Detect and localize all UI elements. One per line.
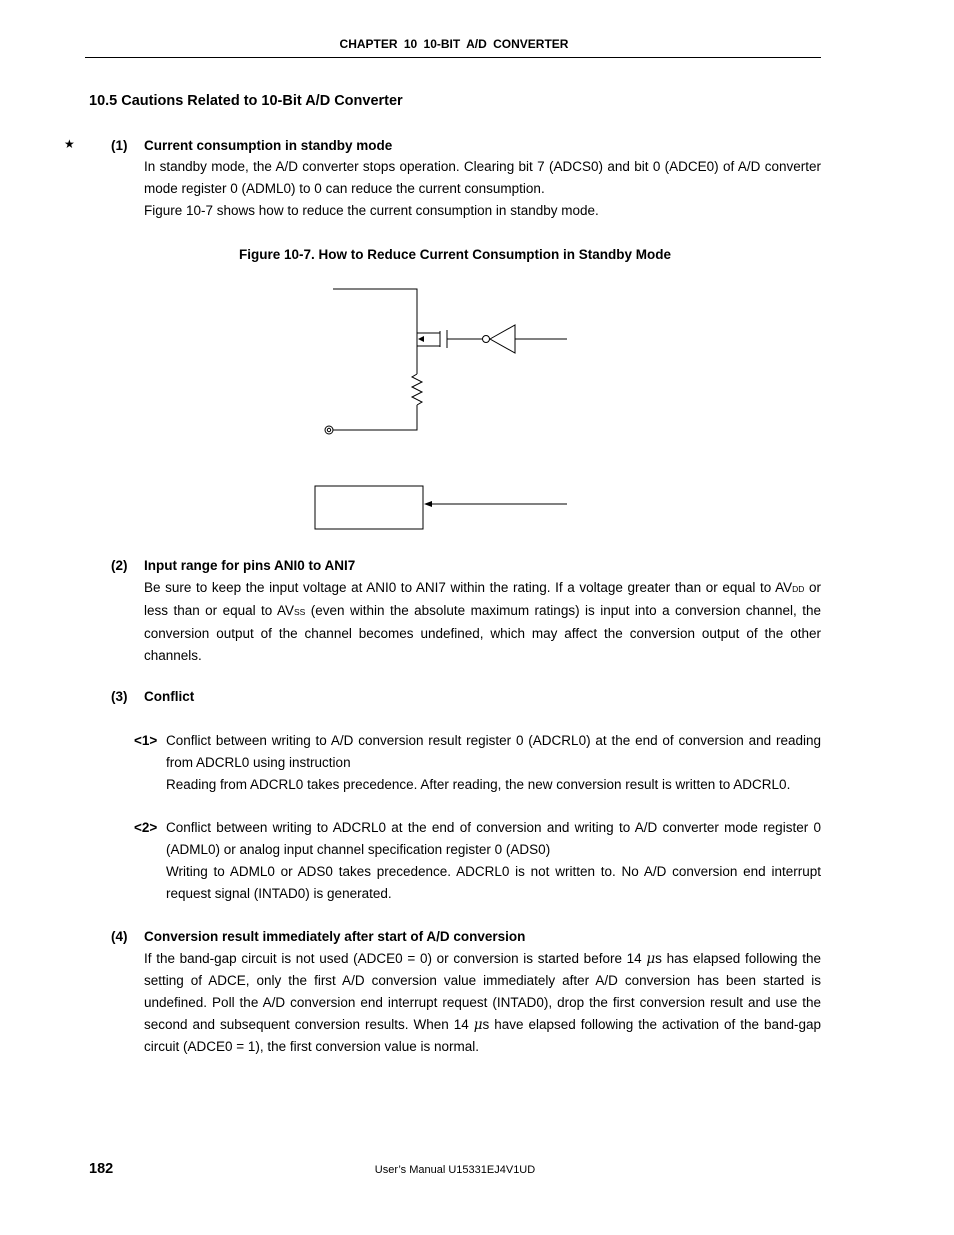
item-2-body <box>144 577 821 667</box>
item-4-text-3: s have elapsed following the activation of the band-gap circuit (ADCE0 = 1), the first conversion value is normal. <box>144 1017 821 1054</box>
item-3-sub-2-paragraph-1: Conflict between writing to ADCRL0 at the end of conversion and writing to A/D converter mode register 0 (ADML0) or analog input channel specification register 0 (ADS0) <box>166 820 821 857</box>
item-4-title: Conversion result immediately after start of A/D conversion <box>144 929 526 944</box>
item-1-number: (1) <box>111 138 128 153</box>
item-1-title: Current consumption in standby mode <box>144 138 393 153</box>
item-2-text-3: (even within the absolute maximum ratings) is input into a conversion channel, the conversion output of the channel becomes undefined, which may affect the conversion output of the other channels. <box>144 603 821 663</box>
item-2-title: Input range for pins ANI0 to ANI7 <box>144 558 356 573</box>
item-3-sub-2-body <box>166 817 821 905</box>
converter-block <box>315 486 423 529</box>
item-3-sub-1-number: <1> <box>134 733 158 748</box>
supply-line <box>333 289 417 331</box>
resistor <box>412 374 422 405</box>
page-number: 182 <box>89 1161 114 1177</box>
micro-symbol: μ <box>473 1017 483 1033</box>
figure-caption: Figure 10-7. How to Reduce Current Consumption in Standby Mode <box>238 247 672 262</box>
item-2-text-2: or less than or equal to AV <box>144 580 821 618</box>
item-4-number: (4) <box>111 929 128 944</box>
item-1-paragraph-2: Figure 10-7 shows how to reduce the current consumption in standby mode. <box>144 203 599 218</box>
inverter-triangle <box>490 325 515 353</box>
item-3-sub-1-body <box>166 730 821 796</box>
item-3-sub-2-number: <2> <box>134 820 158 835</box>
item-4-text-2: s has elapsed following the setting of ADCE, only the first A/D conversion value immediately after A/D conversion has been started is undefined. Poll the A/D conversion end interrupt request (INTAD0), drop the first conversion result and use the second and subsequent conversion results. When 14 <box>144 951 821 1032</box>
section-title: 10.5 Cautions Related to 10-Bit A/D Converter <box>89 93 403 109</box>
pin-terminal-inner <box>327 428 330 431</box>
standby-current-diagram <box>0 0 954 560</box>
item-4-text-1: If the band-gap circuit is not used (ADCE0 = 0) or conversion is started before 14 <box>144 951 647 966</box>
item-4-paragraph <box>144 948 821 1058</box>
item-3-number: (3) <box>111 689 128 704</box>
inverter-bubble <box>483 336 490 343</box>
page-header: CHAPTER 10 10-BIT A/D CONVERTER <box>339 37 569 51</box>
item-3-sub-1-paragraph-2: Reading from ADCRL0 takes precedence. After reading, the new conversion result is written to ADCRL0. <box>166 777 791 792</box>
item-2-paragraph <box>144 577 821 667</box>
item-4-body <box>144 948 821 1058</box>
item-3-sub-2-paragraph-2: Writing to ADML0 or ADS0 takes precedence. ADCRL0 is not written to. No A/D conversion end interrupt request signal (INTAD0) is generated. <box>166 864 821 901</box>
item-2-text-1: Be sure to keep the input voltage at ANI0 to ANI7 within the rating. If a voltage greater than or equal to AV <box>144 580 793 595</box>
star-icon: ★ <box>64 137 75 151</box>
item-3-title: Conflict <box>144 689 195 704</box>
manual-id: User’s Manual U15331EJ4V1UD <box>374 1164 536 1176</box>
micro-symbol: μ <box>646 951 656 967</box>
item-3-sub-1-paragraph-1: Conflict between writing to A/D conversion result register 0 (ADCRL0) at the end of conversion and reading from ADCRL0 using instruction <box>166 733 821 770</box>
channel-arrow-icon <box>418 336 424 342</box>
resistor-bottom-line <box>333 405 417 430</box>
item-1-paragraph-1: In standby mode, the A/D converter stops operation. Clearing bit 7 (ADCS0) and bit 0 (ADCE0) of A/D converter mode register 0 (ADML0) to 0 can reduce the current consumption. <box>144 159 821 196</box>
avdd-subscript: DD <box>792 584 805 594</box>
control-arrow-icon <box>424 501 432 507</box>
avss-subscript: SS <box>294 607 306 617</box>
item-2-number: (2) <box>111 558 128 573</box>
pin-terminal-outer <box>325 426 333 434</box>
